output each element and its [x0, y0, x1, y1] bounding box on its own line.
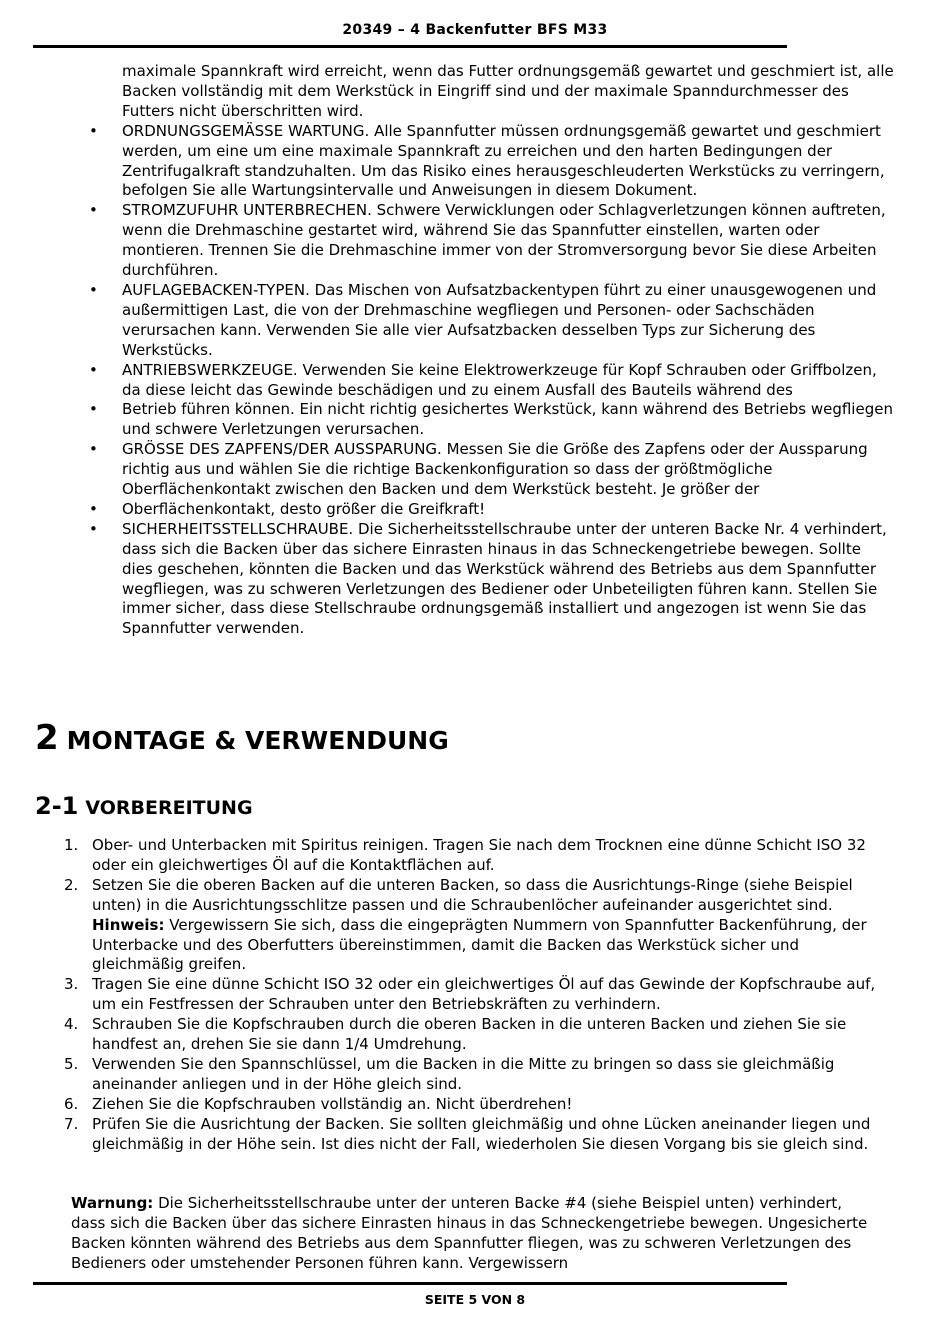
bullet-item: • Betrieb führen können. Ein nicht richtig gesichertes Werkstück, kann während des Betriebs wegfliegen und schwere Verletzungen verursachen.	[89, 400, 893, 439]
step-item: 6. Ziehen Sie die Kopfschrauben vollständig an. Nicht überdrehen!	[64, 1094, 573, 1113]
bullet-item: • ANTRIEBSWERKZEUGE. Verwenden Sie keine Elektrowerkzeuge für Kopf Schrauben oder Griffbolzen, da diese leicht das Gewinde beschädigen und zu einem Ausfall des Bauteils während des	[89, 360, 877, 399]
section-title: MONTAGE & VERWENDUNG	[66, 726, 449, 755]
subsection-number: 2-1	[35, 792, 79, 820]
bullet-item: • STROMZUFUHR UNTERBRECHEN. Schwere Verwicklungen oder Schlagverletzungen können auftreten, wenn die Drehmaschine gestartet wird, während Sie das Spannfutter einstellen, warten oder montieren. Trennen Sie die Drehmaschine immer von der Stromversorgung bevor Sie diese Arbeiten durchführen.	[89, 201, 886, 280]
step-number: 3.	[64, 975, 79, 994]
preparation-steps	[0, 836, 950, 1155]
bullet-dot: •	[89, 201, 98, 220]
header-rule	[33, 45, 787, 48]
step-number: 4.	[64, 1015, 79, 1034]
footer-rule	[33, 1282, 787, 1285]
step-item: 4. Schrauben Sie die Kopfschrauben durch die oberen Backen in die unteren Backen und ziehen Sie sie handfest an, drehen Sie sie dann 1/4 Umdrehung.	[64, 1015, 847, 1054]
page-header: 20349 – 4 Backenfutter BFS M33	[342, 22, 608, 38]
bullet-dot: •	[89, 121, 98, 140]
bullet-dot: •	[89, 280, 98, 299]
bullet-dot: •	[89, 499, 98, 518]
step-number: 1.	[64, 836, 79, 854]
bullet-dot: •	[89, 400, 98, 419]
step-item: 1. Ober- und Unterbacken mit Spiritus reinigen. Tragen Sie nach dem Trocknen eine dünne Schicht ISO 32 oder ein gleichwertiges Öl auf die Kontaktflächen auf.	[64, 836, 866, 874]
step-number: 6.	[64, 1094, 79, 1113]
subsection-heading	[35, 792, 253, 820]
bullet-item: • GRÖSSE DES ZAPFENS/DER AUSSPARUNG. Messen Sie die Größe des Zapfens oder der Aussparung richtig aus und wählen Sie die richtige Backenkonfiguration so dass der größtmögliche Oberflächenkontakt zwischen den Backen und dem Werkstück besteht. Je größer der	[89, 440, 868, 499]
step-item: 2. Setzen Sie die oberen Backen auf die unteren Backen, so dass die Ausrichtungs-Ringe (siehe Beispiel unten) in die Ausrichtungsschlitze passen und die Schraubenlöcher aufeinander ausgerichtet sind. Hinweis: Vergewissern Sie sich, dass die eingeprägten Nummern von Spannfutter Backenführung, der Unterbacke und des Oberfutters übereinstimmen, damit die Backen das Werkstück sicher und gleichmäßig greifen.	[64, 875, 867, 974]
bullet-dot: •	[89, 519, 98, 538]
warning-text: Die Sicherheitsstellschraube unter der unteren Backe #4 (siehe Beispiel unten) verhindert, dass sich die Backen über das sichere Einrasten hinaus in das Schneckengetriebe bewegen. Ungesicherte Backen könnten während des Betriebs aus dem Spannfutter fliegen, was zu schweren Verletzungen des Bedieners oder umstehender Personen führen kann. Vergewissern	[71, 1194, 868, 1272]
note-label: Hinweis:	[92, 915, 165, 934]
step-number: 2.	[64, 875, 79, 894]
step-number: 5.	[64, 1054, 79, 1073]
warning-label: Warnung:	[71, 1194, 154, 1212]
step-number: 7.	[64, 1114, 79, 1133]
continuation-text: maximale Spannkraft wird erreicht, wenn das Futter ordnungsgemäß gewartet und geschmiert ist, alle Backen vollständig mit dem Werkstück in Eingriff sind und der maximale Spanndurchmesser des Futters nicht überschritten wird.	[122, 62, 894, 120]
subsection-title: VORBEREITUNG	[85, 797, 253, 819]
step-item: 3. Tragen Sie eine dünne Schicht ISO 32 oder ein gleichwertiges Öl auf das Gewinde der Kopfschraube auf, um ein Festfressen der Schrauben unter den Betriebskräften zu verhindern.	[64, 975, 876, 1014]
bullet-dot: •	[89, 360, 98, 379]
bullet-dot: •	[89, 440, 98, 459]
step-item: 5. Verwenden Sie den Spannschlüssel, um die Backen in die Mitte zu bringen so dass sie gleichmäßig aneinander anliegen und in der Höhe gleich sind.	[64, 1054, 835, 1093]
bullet-item: • SICHERHEITSSTELLSCHRAUBE. Die Sicherheitsstellschraube unter der unteren Backe Nr. 4 verhindert, dass sich die Backen über das sichere Einrasten hinaus in das Schneckengetriebe bewegen. Sollte dies geschehen, könnten die Backen und das Werkstück während des Betriebs aus dem Spannfutter wegfliegen, was zu schweren Verletzungen des Bediener oder Unbeteiligten führen kann. Stellen Sie immer sicher, dass diese Stellschraube ordnungsgemäß installiert und angezogen ist wenn Sie das Spannfutter verwenden.	[89, 519, 887, 638]
bullet-item: • AUFLAGEBACKEN-TYPEN. Das Mischen von Aufsatzbackentypen führt zu einer unausgewogenen und außermittigen Last, die von der Drehmaschine wegfliegen und Personen- oder Sachschäden verursachen kann. Verwenden Sie alle vier Aufsatzbacken desselben Typs zur Sicherung des Werkstücks.	[89, 280, 877, 359]
bullet-item: • Oberflächenkontakt, desto größer die Greifkraft!	[89, 499, 486, 518]
bullet-item: • ORDNUNGSGEMÄSSE WARTUNG. Alle Spannfutter müssen ordnungsgemäß gewartet und geschmiert werden, um eine um eine maximale Spannkraft zu erreichen und den harten Bedingungen der Zentrifugalkraft standzuhalten. Um das Risiko eines herausgeschleuderten Werkstücks zu verringern, befolgen Sie alle Wartungsintervalle und Anweisungen in diesem Dokument.	[89, 121, 885, 200]
safety-notes	[0, 62, 950, 639]
section-number: 2	[35, 718, 59, 758]
section-heading	[35, 718, 449, 758]
bullet-list	[0, 122, 950, 640]
warning-paragraph	[71, 1194, 881, 1274]
step-item: 7. Prüfen Sie die Ausrichtung der Backen. Sie sollten gleichmäßig und ohne Lücken aneinander liegen und gleichmäßig in der Höhe sein. Ist dies nicht der Fall, wiederholen Sie diesen Vorgang bis sie gleich sind.	[64, 1114, 871, 1153]
page-footer: SEITE 5 VON 8	[424, 1292, 526, 1307]
